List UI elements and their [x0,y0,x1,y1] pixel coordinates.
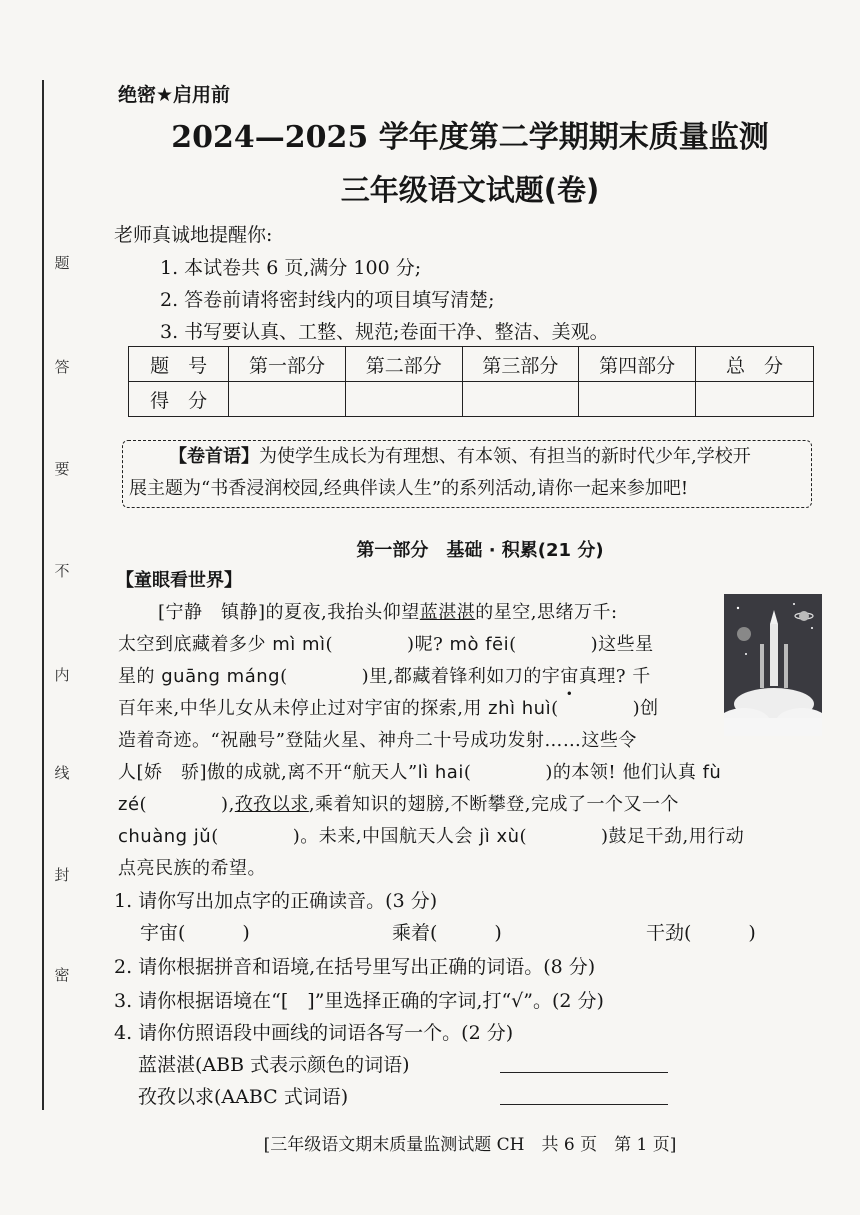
pinyin: mì mì [272,634,326,655]
pinyin: zé [118,794,140,815]
passage-text: 人[娇 骄]傲的成就,离不开“航天人” [118,762,418,783]
seal-line [42,80,44,1110]
seal-char: 要 [54,460,70,478]
section-title: 第一部分 基础 · 积累(21 分) [356,540,604,561]
seal-char: 线 [54,764,70,782]
score-header: 总 分 [695,347,813,382]
answer-blank[interactable]: ( )鼓足干劲,用行动 [519,826,745,847]
seal-char: 不 [54,562,70,580]
passage-text: 百年来,中华儿女从未停止过对宇宙的探索,用 [118,698,489,719]
question-3: 3. 请你根据语境在“[ ]”里选择正确的字词,打“√”。(2 分) [114,990,604,1012]
passage-line [118,630,654,656]
rocket-illustration [724,594,822,736]
answer-blank[interactable]: ( )的本领! 他们认真 [463,762,703,783]
answer-blank[interactable]: 宇宙( ) [140,922,250,944]
passage-text: 的星空,思绪万千: [475,602,618,623]
passage-text: [宁静 镇静]的夏夜,我抬头仰望 [158,602,420,623]
answer-blank[interactable]: 干劲( ) [646,922,756,944]
score-table [128,346,814,417]
notice-item: 3. 书写要认真、工整、规范;卷面干净、整洁、美观。 [160,321,609,343]
answer-blank[interactable]: ( ), [139,794,235,815]
exam-subtitle: 三年级语文试题(卷) [340,173,600,207]
passage-text: ,乘着知识的翅膀,不断攀登,完成了一个又一个 [308,794,679,815]
intro-tag: 【卷首语】 [169,446,259,467]
passage-text: 星的 [118,666,162,687]
score-cell[interactable] [462,382,579,417]
pinyin: mò fēi [449,634,510,655]
dotted-char: 宙 [560,666,579,687]
passage-text: 太空到底藏着多少 [118,634,273,655]
answer-blank[interactable]: ( )这些星 [509,634,654,655]
answer-blank[interactable]: ( )创 [551,698,659,719]
pinyin: guāng máng [161,666,281,687]
page-footer: [三年级语文期末质量监测试题 CH 共 6 页 第 1 页] [263,1135,677,1155]
question-4b: 孜孜以求(AABC 式词语) [138,1086,349,1108]
answer-blank[interactable]: ( )呢? [325,634,450,655]
passage-text: 宇 [541,666,561,687]
passage-line: 星的 guāng máng( )里,都藏着锋利如刀的宇宙真理? 千 [118,666,651,687]
underlined-word: 孜孜以求 [234,794,309,815]
notice-item: 1. 本试卷共 6 页,满分 100 分; [160,257,422,279]
passage-line: 点亮民族的希望。 [118,858,266,879]
passage-line [158,598,618,624]
question-1: 1. 请你写出加点字的正确读音。(3 分) [114,890,438,912]
section-subhead: 【童眼看世界】 [116,570,242,591]
question-4a: 蓝湛湛(ABB 式表示颜色的词语) [138,1054,410,1076]
seal-char: 答 [54,358,70,376]
answer-blank[interactable]: ( )里,都藏着锋利如刀的 [280,666,542,687]
question-2: 2. 请你根据拼音和语境,在括号里写出正确的词语。(8 分) [114,956,596,978]
score-header: 题 号 [129,347,229,382]
answer-line[interactable] [500,1072,668,1073]
score-cell[interactable] [345,382,462,417]
confidential-label: 绝密★启用前 [118,84,231,106]
intro-box [122,440,812,508]
passage-line [118,822,744,848]
pinyin: zhì huì [488,698,552,719]
pinyin: lì hai [417,762,464,783]
passage-line: 造着奇迹。“祝融号”登陆火星、神舟二十号成功发射……这些令 [118,730,637,751]
score-cell[interactable] [579,382,696,417]
passage-line [118,758,721,784]
score-header: 第四部分 [579,347,696,382]
answer-blank[interactable]: ( )。未来,中国航天人会 [211,826,480,847]
score-header: 第二部分 [345,347,462,382]
notice-item: 2. 答卷前请将密封线内的项目填写清楚; [160,289,495,311]
seal-char: 题 [54,254,70,272]
passage-line [118,694,659,720]
score-header: 第三部分 [462,347,579,382]
passage-line [118,790,679,816]
answer-line[interactable] [500,1104,668,1105]
underlined-word: 蓝湛湛 [419,602,476,623]
notice-heading: 老师真诚地提醒你: [114,224,273,246]
pinyin: jì xù [479,826,520,847]
intro-text: 展主题为“书香浸润校园,经典伴读人生”的系列活动,请你一起来参加吧! [129,478,689,499]
pinyin: chuàng jǔ [118,826,212,847]
intro-text: 为使学生成长为有理想、有本领、有担当的新时代少年,学校开 [259,446,751,467]
seal-char: 封 [54,866,70,884]
score-cell[interactable] [695,382,813,417]
question-4: 4. 请你仿照语段中画线的词语各写一个。(2 分) [114,1022,514,1044]
score-cell[interactable] [229,382,346,417]
score-header: 第一部分 [229,347,346,382]
seal-char: 密 [54,966,70,984]
pinyin: fù [702,762,722,783]
answer-blank[interactable]: 乘着( ) [392,922,502,944]
score-row-label: 得 分 [129,382,229,417]
exam-title: 2024—2025 学年度第二学期期末质量监测 [171,120,769,155]
seal-char: 内 [54,666,70,684]
